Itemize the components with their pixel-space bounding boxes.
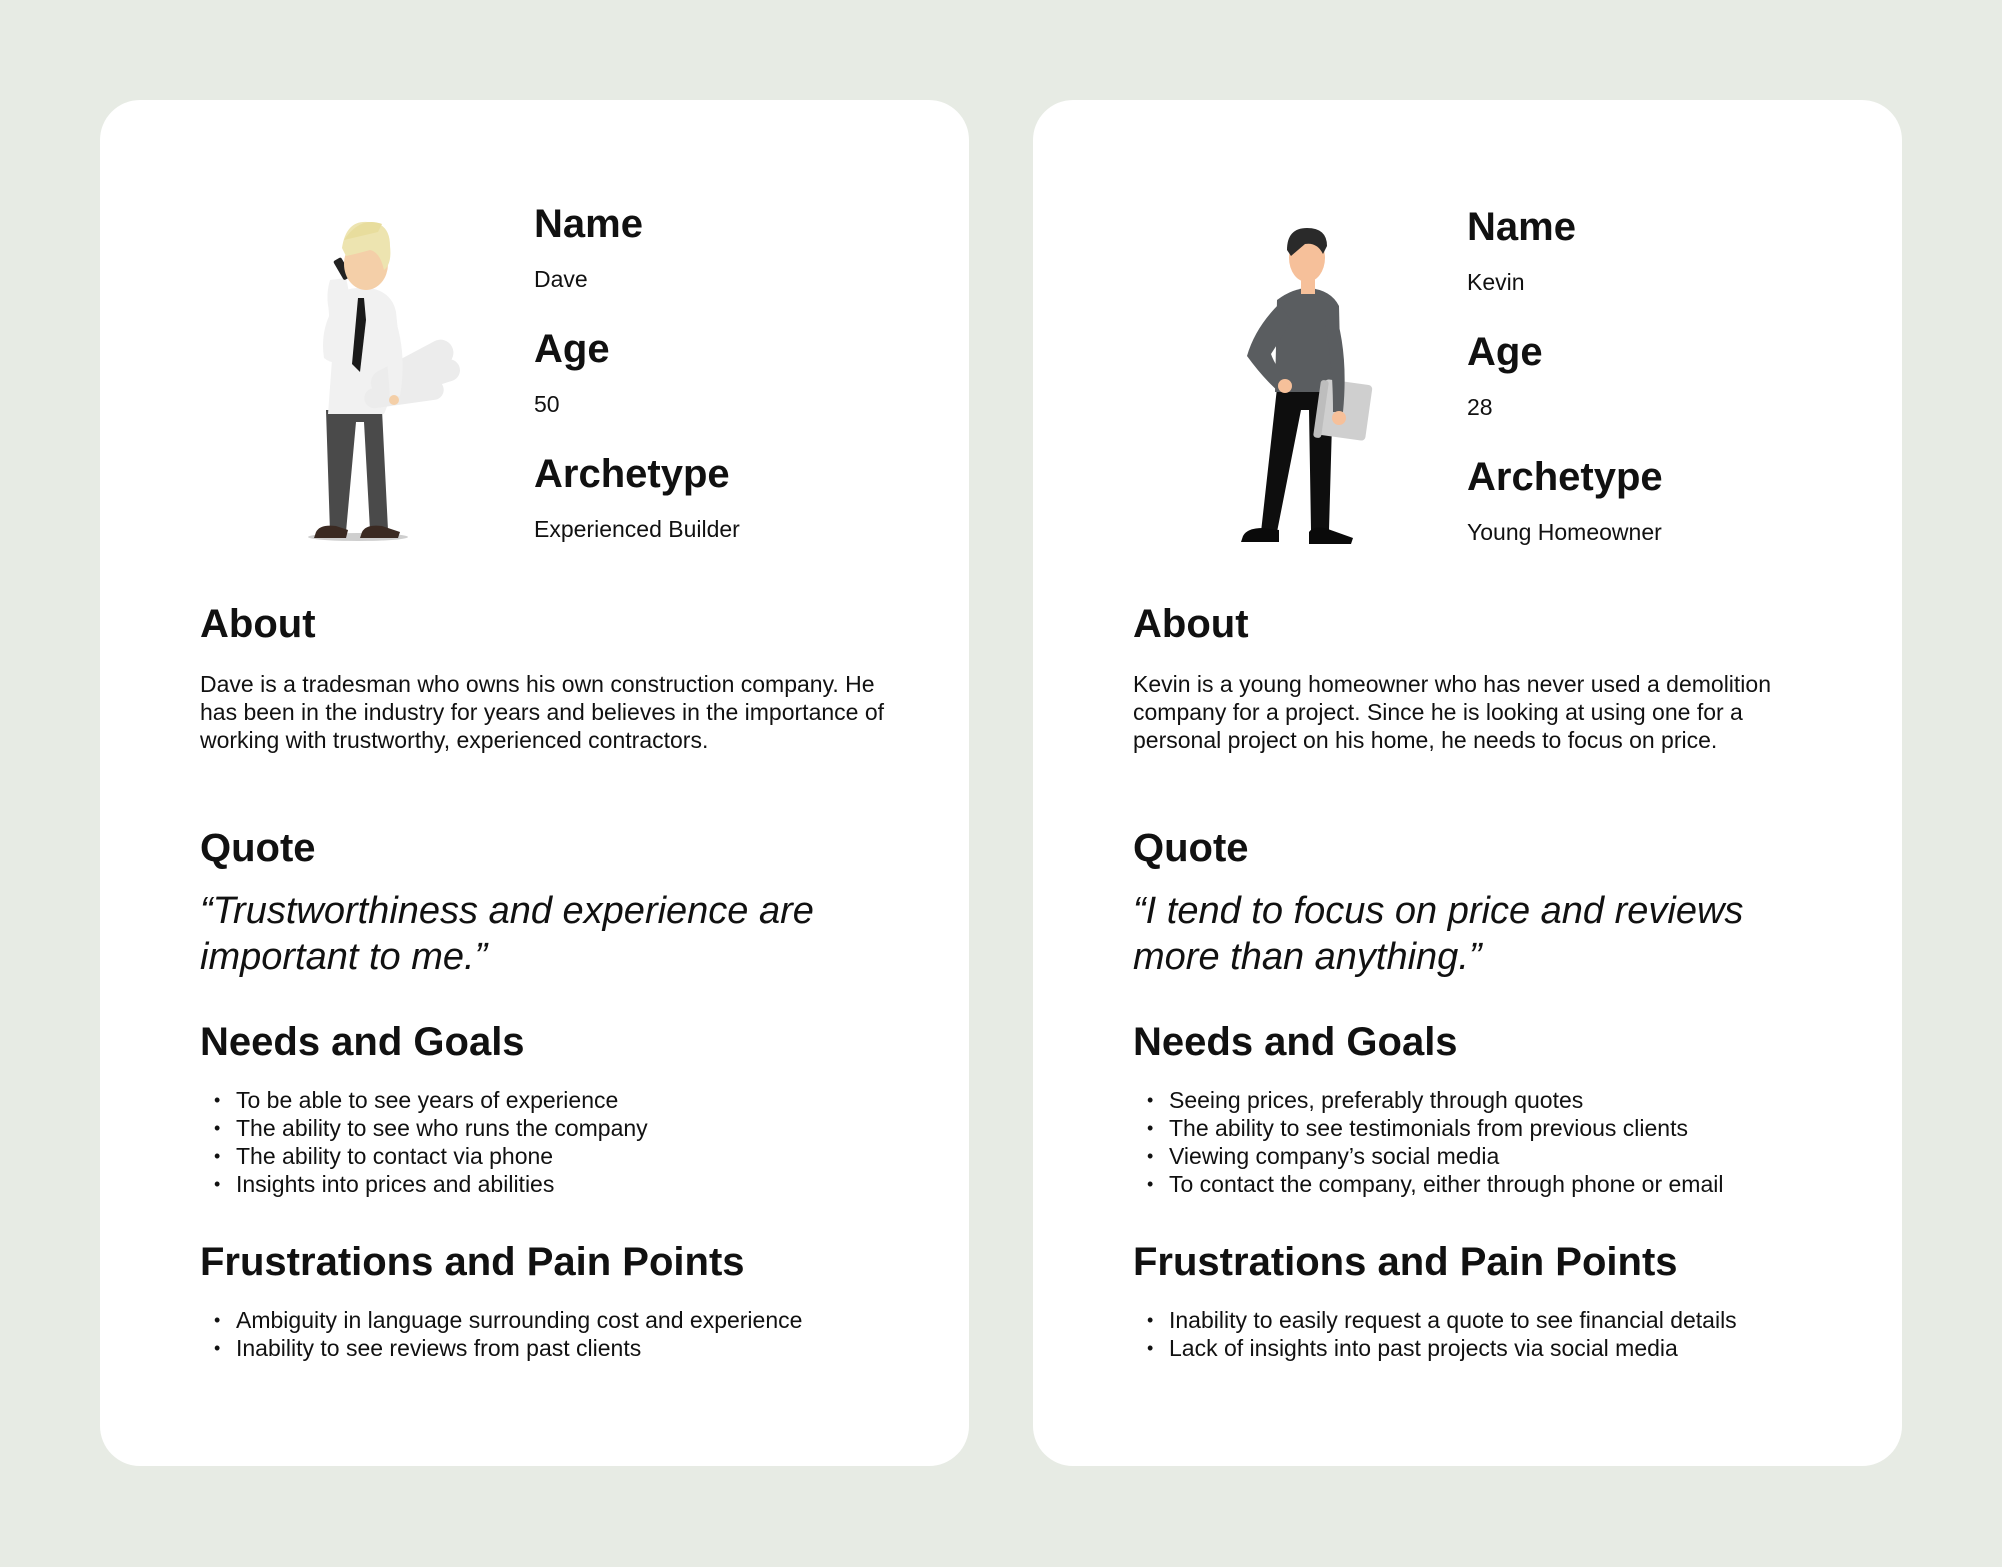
quote-heading: Quote xyxy=(1133,826,1249,870)
age-value: 50 xyxy=(534,391,560,417)
name-label: Name xyxy=(1467,205,1576,249)
needs-list xyxy=(200,1086,900,1198)
list-item: • Inability to see reviews from past clients xyxy=(200,1334,900,1362)
about-text: Dave is a tradesman who owns his own construction company. He has been in the industry for years and believes in the importance of working with trustworthy, experienced contractors. xyxy=(200,671,885,753)
list-item: • Viewing company’s social media xyxy=(1133,1142,1833,1170)
archetype-value: Experienced Builder xyxy=(534,516,740,542)
list-item: • Seeing prices, preferably through quotes xyxy=(1133,1086,1833,1114)
businessman-with-phone-illustration xyxy=(260,160,510,560)
age-value: 28 xyxy=(1467,394,1493,420)
needs-heading: Needs and Goals xyxy=(1133,1020,1458,1064)
name-value: Dave xyxy=(534,266,588,292)
young-man-with-laptop-illustration xyxy=(1193,160,1443,560)
name-value: Kevin xyxy=(1467,269,1525,295)
list-item: • Ambiguity in language surrounding cost and experience xyxy=(200,1306,900,1334)
persona-details-dave xyxy=(200,600,900,1362)
needs-heading: Needs and Goals xyxy=(200,1020,525,1064)
quote-text: “I tend to focus on price and reviews more than anything.” xyxy=(1133,890,1744,978)
list-item: • To be able to see years of experience xyxy=(200,1086,900,1114)
list-item: • The ability to contact via phone xyxy=(200,1142,900,1170)
about-text: Kevin is a young homeowner who has never used a demolition company for a project. Since he is looking at using one for a personal project on his home, he needs to focus on price. xyxy=(1133,671,1771,753)
list-item: • To contact the company, either through phone or email xyxy=(1133,1170,1833,1198)
frustrations-list xyxy=(1133,1306,1833,1362)
quote-heading: Quote xyxy=(200,826,316,870)
archetype-label: Archetype xyxy=(1467,455,1663,499)
archetype-label: Archetype xyxy=(534,452,730,496)
list-item: • Lack of insights into past projects via social media xyxy=(1133,1334,1833,1362)
name-label: Name xyxy=(534,202,643,246)
frustrations-list xyxy=(200,1306,900,1362)
list-item: • The ability to see who runs the company xyxy=(200,1114,900,1142)
persona-details-kevin xyxy=(1133,600,1833,1362)
needs-list xyxy=(1133,1086,1833,1198)
age-label: Age xyxy=(534,327,610,371)
age-label: Age xyxy=(1467,330,1543,374)
quote-text: “Trustworthiness and experience are important to me.” xyxy=(200,890,814,978)
list-item: • The ability to see testimonials from previous clients xyxy=(1133,1114,1833,1142)
persona-card-dave xyxy=(100,100,969,1466)
frustrations-heading: Frustrations and Pain Points xyxy=(1133,1240,1678,1284)
about-heading: About xyxy=(1133,602,1249,646)
persona-info-kevin xyxy=(1467,203,1867,578)
list-item: • Insights into prices and abilities xyxy=(200,1170,900,1198)
about-heading: About xyxy=(200,602,316,646)
frustrations-heading: Frustrations and Pain Points xyxy=(200,1240,745,1284)
list-item: • Inability to easily request a quote to see financial details xyxy=(1133,1306,1833,1334)
archetype-value: Young Homeowner xyxy=(1467,519,1662,545)
persona-card-kevin xyxy=(1033,100,1902,1466)
persona-info-dave xyxy=(534,200,934,575)
